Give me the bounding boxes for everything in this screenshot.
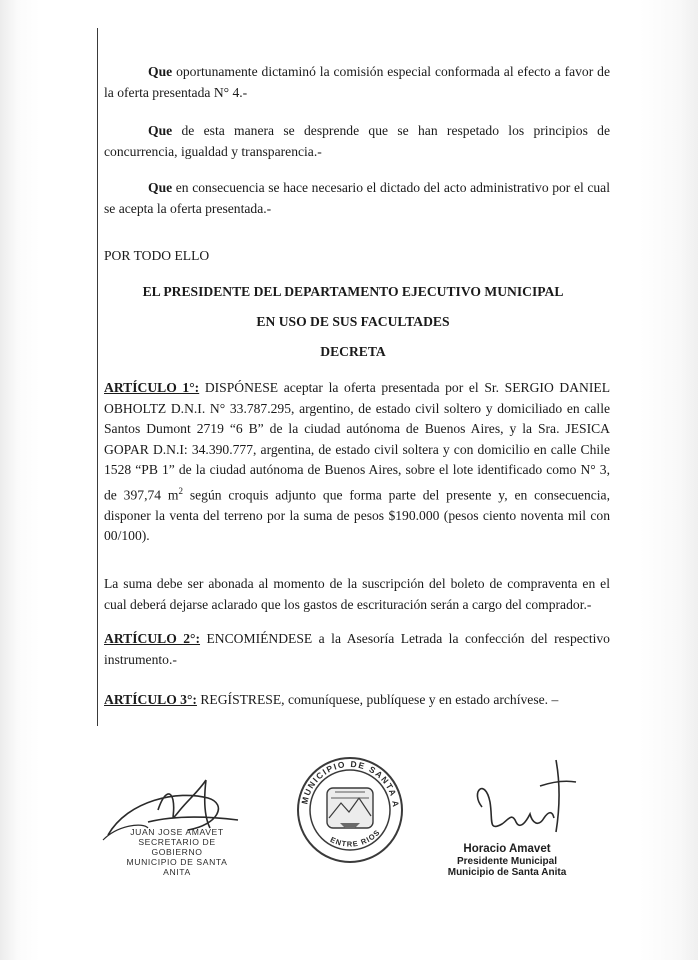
- articulo-1-text-cont: según croquis adjunto que forma parte del presente y, en consecuencia, disponer la venta del terreno por la suma de pesos $190.000 (pesos ciento noventa mil con 00/100).: [104, 487, 610, 544]
- stamp-role: Presidente Municipal: [456, 855, 558, 867]
- articulo-2-text: ENCOMIÉNDESE a la Asesoría Letrada la confección del respectivo instrumento.-: [104, 631, 610, 667]
- margin-rule: [97, 28, 98, 726]
- que-lead: Que: [148, 180, 173, 195]
- considerando-text: en consecuencia se hace necesario el dictado del acto administrativo por el cual se acepta la oferta presentada.-: [104, 180, 610, 216]
- articulo-1: [104, 378, 610, 547]
- articulo-3: [104, 690, 610, 711]
- articulo-3-text: REGÍSTRESE, comuníquese, publíquese y en estado archívese. –: [196, 692, 559, 707]
- articulo-2-label: ARTÍCULO 2°:: [104, 631, 201, 646]
- secretary-stamp: [112, 827, 242, 877]
- stamp-municipality: MUNICIPIO DE SANTA ANITA: [126, 857, 228, 877]
- stamp-name: Horacio Amavet: [463, 843, 551, 855]
- considerando-text: de esta manera se desprende que se han respetado los principios de concurrencia, igualdad y transparencia.-: [104, 123, 610, 159]
- heading-line-2: EN USO DE SUS FACULTADES: [256, 314, 450, 329]
- stamp-name: JUAN JOSE AMAVET: [130, 827, 224, 837]
- que-lead: Que: [148, 123, 173, 138]
- articulo-1-text: DISPÓNESE aceptar la oferta presentada por el Sr. SERGIO DANIEL OBHOLTZ D.N.I. N° 33.787.295, argentino, de estado civil soltero y domiciliado en calle Santos Dumont 2719 “6 B” de la ciudad autónoma de Buenos Aires, y la Sra. JESICA GOPAR D.N.I: 34.390.777, argentina, de estado civil soltera y con domicilio en calle Chile 1528 “PB 1” de la ciudad autónoma de Buenos Aires, sobre el lote identificado como N° 3, de 397,74 m: [104, 380, 610, 503]
- heading-line-1: EL PRESIDENTE DEL DEPARTAMENTO EJECUTIVO MUNICIPAL: [142, 284, 564, 299]
- articulo-1-extra: La suma debe ser abonada al momento de la suscripción del boleto de compraventa en el cual deberá dejarse aclarado que los gastos de escrituración serán a cargo del comprador.-: [104, 576, 610, 612]
- heading-decreta: DECRETA: [320, 344, 386, 359]
- seal-emblem: [285, 748, 415, 878]
- stamp-municipality: Municipio de Santa Anita: [447, 867, 567, 878]
- por-todo-ello: POR TODO ELLO: [104, 248, 210, 263]
- seal-text-top: MUNICIPIO DE SANTA A: [299, 758, 402, 809]
- seal-text-bottom: ENTRE RIOS: [328, 827, 383, 849]
- considerando-text: oportunamente dictaminó la comisión especial conformada al efecto a favor de la oferta presentada N° 4.-: [104, 64, 610, 100]
- superscript-2: 2: [178, 485, 183, 496]
- considerando-1: [104, 62, 610, 103]
- municipal-seal: [285, 748, 415, 878]
- stamp-role: SECRETARIO DE GOBIERNO: [138, 837, 216, 857]
- considerando-2: [104, 121, 610, 162]
- que-lead: Que: [148, 64, 173, 79]
- articulo-1-label: ARTÍCULO 1°:: [104, 380, 200, 395]
- president-signature-block: [460, 752, 590, 848]
- considerando-3: [104, 178, 610, 219]
- articulo-2: [104, 629, 610, 670]
- articulo-3-label: ARTÍCULO 3°:: [104, 692, 197, 707]
- svg-text:ENTRE RIOS: [329, 828, 382, 849]
- president-signature: [460, 752, 590, 848]
- president-stamp: [442, 844, 572, 879]
